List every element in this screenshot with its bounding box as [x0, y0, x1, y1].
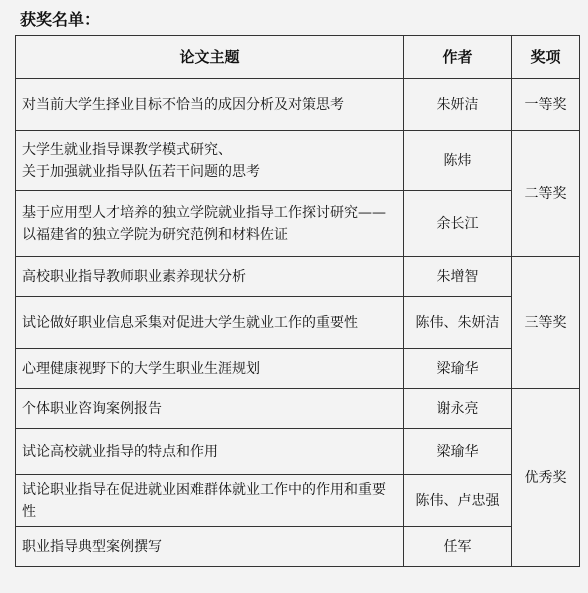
paper-author: 梁瑜华: [404, 349, 512, 389]
paper-title: 职业指导典型案例撰写: [16, 527, 404, 567]
paper-title: 个体职业咨询案例报告: [16, 389, 404, 429]
table-row: [16, 297, 580, 349]
awards-table: [15, 35, 580, 567]
header-author: 作者: [404, 36, 512, 79]
paper-author: 任军: [404, 527, 512, 567]
table-row: [16, 429, 580, 475]
paper-title: 试论高校就业指导的特点和作用: [16, 429, 404, 475]
paper-author: 陈伟、朱妍洁: [404, 297, 512, 349]
paper-author: 陈伟、卢忠强: [404, 475, 512, 527]
paper-title: 基于应用型人才培养的独立学院就业指导工作探讨研究——以福建省的独立学院为研究范例和材料佐证: [16, 191, 404, 257]
table-row: [16, 527, 580, 567]
header-title: 论文主题: [16, 36, 404, 79]
prize-first: 一等奖: [512, 79, 580, 131]
paper-author: 余长江: [404, 191, 512, 257]
paper-author: 谢永亮: [404, 389, 512, 429]
paper-author: 梁瑜华: [404, 429, 512, 475]
paper-author: 朱增智: [404, 257, 512, 297]
table-row: [16, 349, 580, 389]
paper-title: 对当前大学生择业目标不恰当的成因分析及对策思考: [16, 79, 404, 131]
table-row: [16, 475, 580, 527]
paper-title: 高校职业指导教师职业素养现状分析: [16, 257, 404, 297]
table-row: [16, 79, 580, 131]
paper-title: 试论做好职业信息采集对促进大学生就业工作的重要性: [16, 297, 404, 349]
paper-title: 心理健康视野下的大学生职业生涯规划: [16, 349, 404, 389]
prize-second: 二等奖: [512, 131, 580, 257]
paper-author: 朱妍洁: [404, 79, 512, 131]
paper-title: 大学生就业指导课教学模式研究、 关于加强就业指导队伍若干问题的思考: [16, 131, 404, 191]
header-prize: 奖项: [512, 36, 580, 79]
page-heading: 获奖名单：: [20, 10, 101, 29]
table-header-row: [16, 36, 580, 79]
table-row: [16, 131, 580, 191]
paper-author: 陈炜: [404, 131, 512, 191]
paper-title: 试论职业指导在促进就业困难群体就业工作中的作用和重要性: [16, 475, 404, 527]
table-row: [16, 257, 580, 297]
table-row: [16, 191, 580, 257]
table-row: [16, 389, 580, 429]
prize-third: 三等奖: [512, 257, 580, 389]
prize-excellent: 优秀奖: [512, 389, 580, 567]
